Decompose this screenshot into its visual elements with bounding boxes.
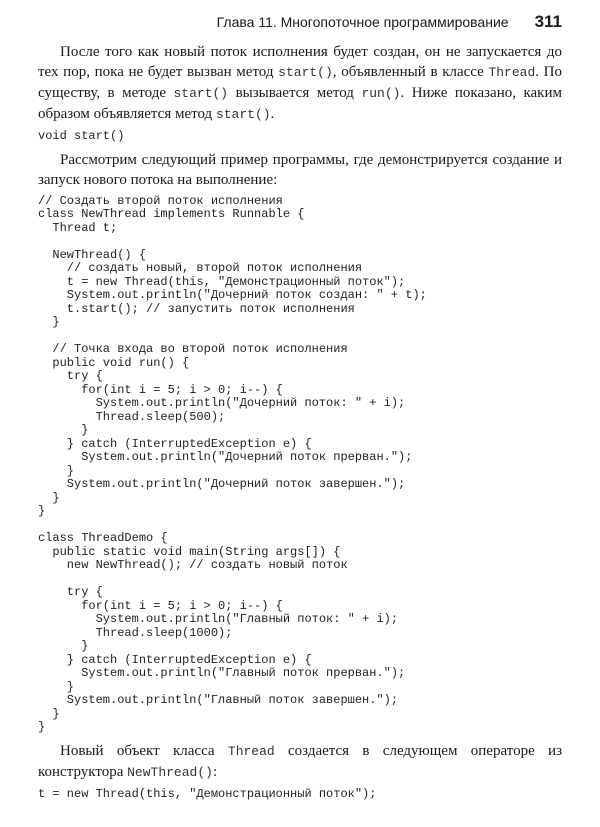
text: После того как новый поток исполнения будет создан, он не запускается до тех пор, пока не будет вызван метод xyxy=(38,44,562,80)
text: вызывается метод xyxy=(228,85,362,101)
text: , объявленный в классе xyxy=(332,64,489,80)
text: . xyxy=(270,106,275,122)
paragraph-thread-object xyxy=(38,741,562,783)
text: . Ниже показано, каким образом объявляется метод xyxy=(38,85,562,122)
inline-code: start() xyxy=(173,86,229,101)
code-snippet-new-thread: t = new Thread(this, "Демонстрационный поток"); xyxy=(38,786,377,801)
code-snippet-start: void start() xyxy=(38,129,125,143)
text: Новый объект класса xyxy=(60,742,228,759)
inline-code: start() xyxy=(215,107,271,122)
running-header xyxy=(38,12,562,32)
text: . По существу, в методе xyxy=(38,64,563,101)
inline-code: Thread xyxy=(488,65,536,80)
page-number: 311 xyxy=(534,12,562,31)
inline-code: start() xyxy=(278,65,333,80)
paragraph-intro xyxy=(38,42,562,125)
inline-code: NewThread() xyxy=(127,764,213,780)
inline-code: run() xyxy=(361,86,401,101)
text: создается в следующем операторе из конструктора xyxy=(38,742,562,780)
text: : xyxy=(212,763,218,780)
paragraph-example: Рассмотрим следующий пример программы, где демонстрируется создание и запуск нового потока на выполнение: xyxy=(38,151,562,188)
chapter-title: Глава 11. Многопоточное программирование xyxy=(216,14,509,30)
inline-code: Thread xyxy=(227,743,275,759)
code-listing: // Создать второй поток исполнения class NewThread implements Runnable { Thread t; NewThread() { // создать новый, второй поток исполнения t = new Thread(this, "Демонстрационный поток"); System.out.println("Дочерний поток создан: " + t); t.start(); // запустить поток исполнения } // Точка входа во второй поток исполнения public void run() { try { for(int i = 5; i > 0; i--) { System.out.println("Дочерний поток: " + i); Thread.sleep(500); } } catch (InterruptedException e) { System.out.println("Дочерний поток прерван."); } System.out.println("Дочерний поток завершен."); } } class ThreadDemo { public static void main(String args[]) { new NewThread(); // создать новый поток try { for(int i = 5; i > 0; i--) { System.out.println("Главный поток: " + i); Thread.sleep(1000); } } catch (InterruptedException e) { System.out.println("Главный поток прерван."); } System.out.println("Главный поток завершен."); } } xyxy=(38,193,427,734)
